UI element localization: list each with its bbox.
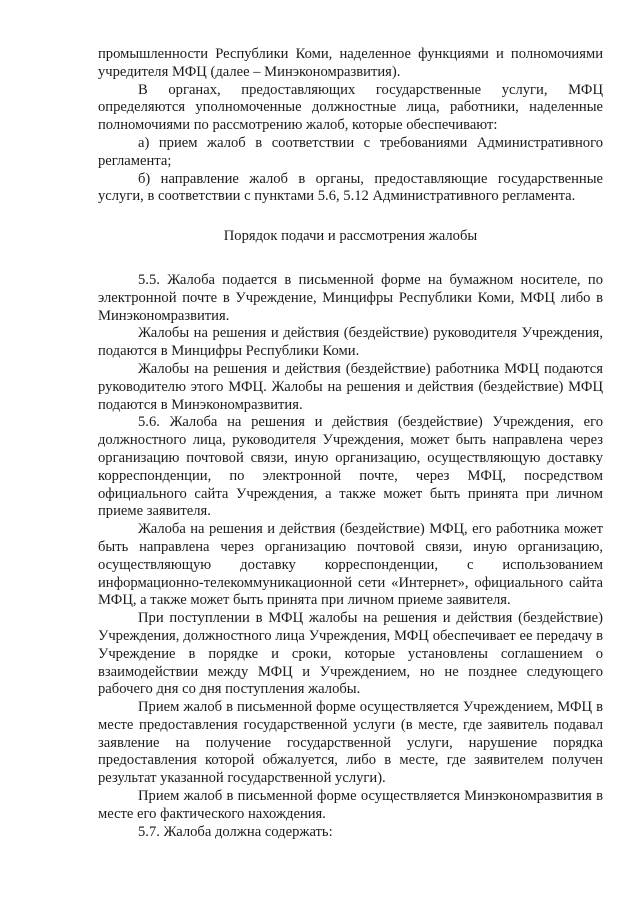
document-page [98,46,603,841]
paragraph-mfc-transfer: При поступлении в МФЦ жалобы на решения и действия (бездействие) Учреждения, должностного лица Учреждения, МФЦ обеспечивает ее передачу в Учреждение в порядке и сроки, которые установлены соглашением о взаимодействии между МФЦ и Учреждением, но не позднее следующего рабочего дня со дня поступления жалобы. [98,610,603,698]
paragraph-written-reception: Прием жалоб в письменной форме осуществляется Учреждением, МФЦ в месте предоставления государственной услуги (в месте, где заявитель подавал заявление на получение государственной услуги, нарушение порядка предоставления которой обжалуется, либо в месте, где заявителем получен результат указанной государственной услуги). [98,699,603,787]
paragraph-head-complaints: Жалобы на решения и действия (бездействие) руководителя Учреждения, подаются в Минцифры Республики Коми. [98,325,603,360]
paragraph-continuation: промышленности Республики Коми, наделенное функциями и полномочиями учредителя МФЦ (далее – Минэкономразвития). [98,46,603,80]
list-item-a: а) прием жалоб в соответствии с требованиями Административного регламента; [98,134,603,169]
paragraph-5-7: 5.7. Жалоба должна содержать: [138,823,333,840]
paragraph-mfc-complaints: Жалобы на решения и действия (бездействие) работника МФЦ подаются руководителю этого МФЦ. Жалобы на решения и действия (бездействие) МФЦ подаются в Минэкономразвития. [98,360,603,413]
paragraph-ministry-reception: Прием жалоб в письменной форме осуществляется Минэкономразвития в месте его фактического нахождения. [98,788,603,822]
paragraph-mfc-delivery: Жалоба на решения и действия (бездействие) МФЦ, его работника может быть направлена через организацию почтовой связи, иную организацию, осуществляющую доставку корреспонденции, с использованием информационно-телекоммуникационной сети «Интернет», официального сайта МФЦ, а также может быть принята при личном приеме заявителя. [98,521,603,609]
paragraph-5-5: 5.5. Жалоба подается в письменной форме на бумажном носителе, по электронной почте в Учреждение, Минцифры Республики Коми, МФЦ либо в Минэкономразвития. [98,271,603,324]
list-item-b: б) направление жалоб в органы, предоставляющие государственные услуги, в соответствии с пунктами 5.6, 5.12 Административного регламента. [98,170,603,205]
paragraph-5-6: 5.6. Жалоба на решения и действия (бездействие) Учреждения, его должностного лица, руководителя Учреждения, может быть направлена через организацию почтовой связи, иную организацию, осуществляющую доставку корреспонденции, по электронной почте, через МФЦ, посредством официального сайта Учреждения, а также может быть принята при личном приеме заявителя. [98,414,603,520]
section-heading: Порядок подачи и рассмотрения жалобы [223,228,478,245]
paragraph-responsible-officials: В органах, предоставляющих государственные услуги, МФЦ определяются уполномоченные должностные лица, работники, наделенные полномочиями по рассмотрению жалоб, которые обеспечивают: [98,81,603,134]
